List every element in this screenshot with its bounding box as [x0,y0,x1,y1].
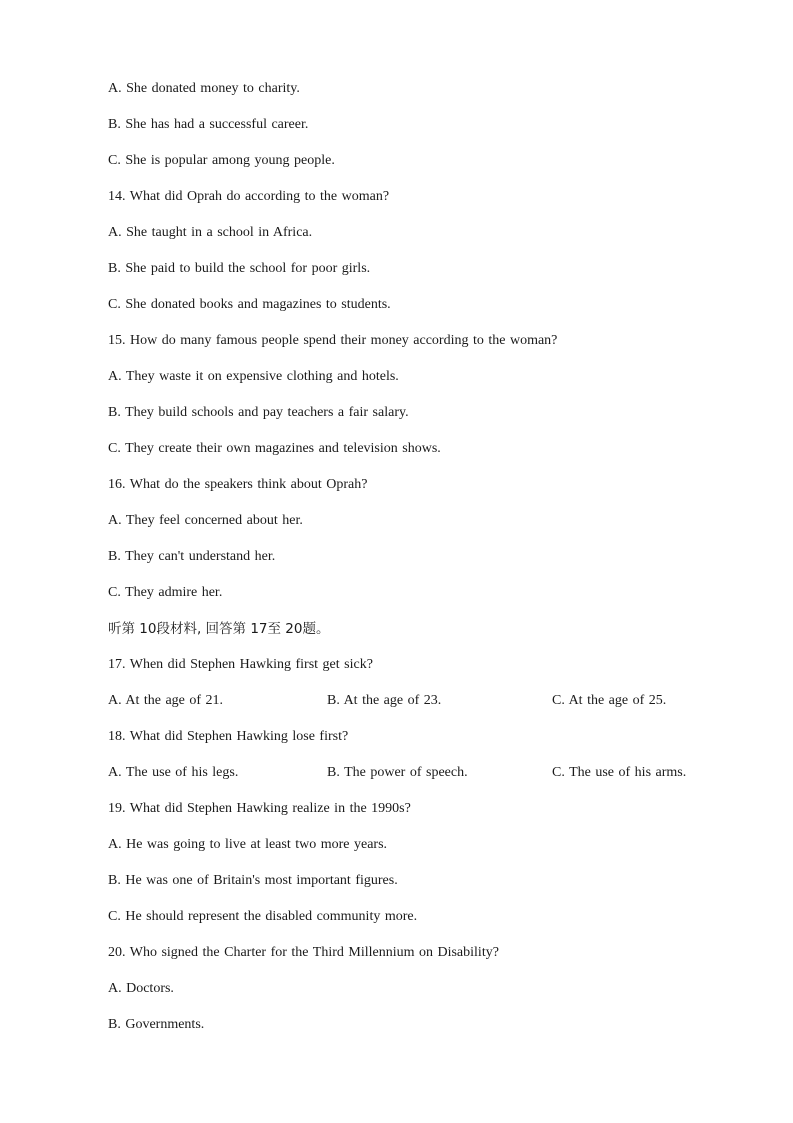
question-15: 15. How do many famous people spend their money according to the woman? [108,333,558,348]
q16-option-a: A. They feel concerned about her. [108,513,303,528]
question-17: 17. When did Stephen Hawking first get sick? [108,657,373,672]
q18-option-c: C. The use of his arms. [552,765,687,780]
question-18: 18. What did Stephen Hawking lose first? [108,729,349,744]
q15-option-c: C. They create their own magazines and television shows. [108,441,441,456]
q19-option-a: A. He was going to live at least two more years. [108,837,388,852]
q16-option-b: B. They can't understand her. [108,549,276,564]
q15-option-a: A. They waste it on expensive clothing and hotels. [108,369,399,384]
q20-option-a: A. Doctors. [108,981,174,996]
q20-option-b: B. Governments. [108,1017,205,1032]
question-20: 20. Who signed the Charter for the Third Millennium on Disability? [108,945,499,960]
q17-option-a: A. At the age of 21. [108,693,224,708]
q17-option-b: B. At the age of 23. [327,693,442,708]
q13-option-a: A. She donated money to charity. [108,81,300,96]
question-14: 14. What did Oprah do according to the woman? [108,189,390,204]
q13-option-c: C. She is popular among young people. [108,153,335,168]
question-19: 19. What did Stephen Hawking realize in the 1990s? [108,801,411,816]
q19-option-c: C. He should represent the disabled community more. [108,909,418,924]
q14-option-a: A. She taught in a school in Africa. [108,225,313,240]
q19-option-b: B. He was one of Britain's most important figures. [108,873,398,888]
q18-option-b: B. The power of speech. [327,765,468,780]
q14-option-c: C. She donated books and magazines to students. [108,297,391,312]
q17-option-c: C. At the age of 25. [552,693,667,708]
q16-option-c: C. They admire her. [108,585,223,600]
q13-option-b: B. She has had a successful career. [108,117,309,132]
q15-option-b: B. They build schools and pay teachers a fair salary. [108,405,409,420]
q18-option-a: A. The use of his legs. [108,765,239,780]
q14-option-b: B. She paid to build the school for poor girls. [108,261,371,276]
question-16: 16. What do the speakers think about Oprah? [108,477,368,492]
section-instruction: 听第 10段材料, 回答第 17至 20题。 [108,621,330,637]
